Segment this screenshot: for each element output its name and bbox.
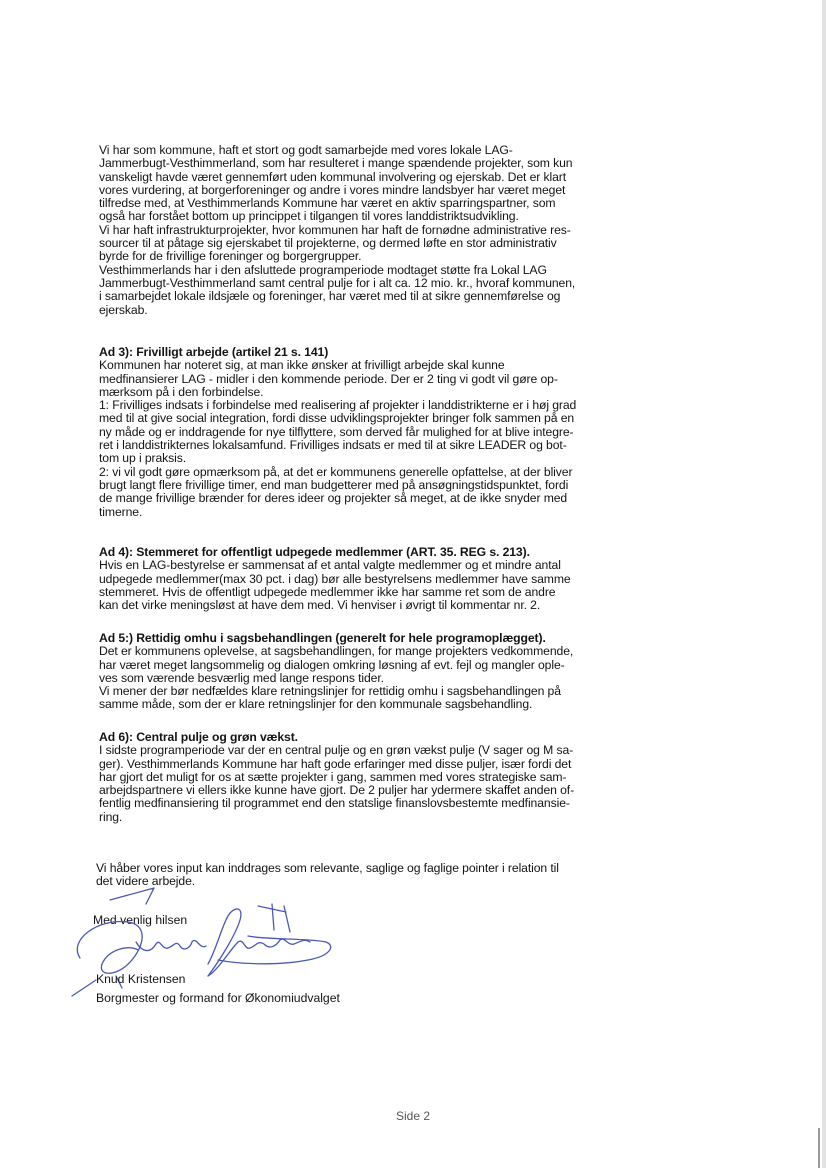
intro-line: byrde for de frivillige foreninger og borgergrupper. — [99, 249, 362, 264]
intro-line: i samarbejdet lokale ildsjæle og foreninger, har været med til at sikre gennemførelse og — [99, 289, 561, 304]
intro-line: tilfredse med, at Vesthimmerlands Kommune har været en aktiv sparringspartner, som — [99, 196, 556, 211]
section-line: har gjort det muligt for os at sætte projekter i gang, sammen med vores strategiske sam- — [99, 769, 567, 784]
greeting: Med venlig hilsen — [93, 913, 188, 927]
scan-edge-mark — [818, 1128, 820, 1168]
intro-line: Jammerbugt-Vesthimmerland, som har resulteret i mange spændende projekter, som kun — [99, 156, 573, 171]
section-line: med til at give social integration, fordi disse udviklingsprojekter bringer folk sammen på en — [99, 411, 575, 426]
section-heading: Ad 4): Stemmeret for offentligt udpegede medlemmer (ART. 35. REG s. 213). — [99, 545, 530, 559]
section-ad3 — [99, 346, 599, 519]
section-line: medfinansierer LAG - midler i den kommende periode. Der er 2 ting vi godt vil gøre op- — [99, 371, 558, 386]
intro-line: sourcer til at påtage sig ejerskabet til projekterne, og dermed løfte en stor administrativ — [99, 236, 557, 251]
section-heading: Ad 5:) Rettidig omhu i sagsbehandlingen (generelt for hele programoplægget). — [99, 631, 546, 645]
section-line: ves som værende besværlig med lange respons tider. — [99, 670, 384, 685]
section-line: Det er kommunens oplevelse, at sagsbehandlingen, for mange projekters vedkommende, — [99, 644, 574, 659]
section-ad6 — [99, 731, 599, 824]
section-line: timerne. — [99, 504, 143, 519]
scan-edge — [822, 0, 826, 1168]
intro-line: Vesthimmerlands har i den afsluttede programperiode modtaget støtte fra Lokal LAG — [99, 262, 547, 277]
closing-line: det videre arbejde. — [96, 874, 196, 889]
section-line: udpegede medlemmer(max 30 pct. i dag) bør alle bestyrelsens medlemmer have samme — [99, 571, 571, 586]
closing-line: Vi håber vores input kan inddrages som relevante, saglige og faglige pointer i relation til — [96, 861, 559, 875]
section-line: samme måde, som der er klare retningslinjer for den kommunale sagsbehandling. — [99, 697, 533, 712]
section-ad5 — [99, 632, 599, 712]
section-line: Kommunen har noteret sig, at man ikke ønsker at frivilligt arbejde skal kunne — [99, 358, 505, 373]
intro-line: vores vurdering, at borgerforeninger og andre i vores mindre landsbyer har været meget — [99, 182, 566, 197]
intro-line: Vi har haft infrastrukturprojekter, hvor kommunen har haft de fornødne administrative res- — [99, 222, 571, 237]
section-heading: Ad 3): Frivilligt arbejde (artikel 21 s. 141) — [99, 345, 329, 359]
section-line: brugt langt flere frivillige timer, end man budgetterer med på ansøgningstidspunktet, fordi — [99, 477, 569, 492]
section-line: mærksom på i den forbindelse. — [99, 384, 264, 399]
signer-title: Borgmester og formand for Økonomiudvalget — [96, 991, 340, 1005]
section-line: ret i landdistrikternes lokalsamfund. Frivilliges indsats er med til at sikre LEADER og bot- — [99, 438, 567, 453]
section-heading: Ad 6): Central pulje og grøn vækst. — [99, 730, 298, 744]
page-number: Side 2 — [395, 1109, 431, 1123]
intro-line: Jammerbugt-Vesthimmerland samt central pulje for i alt ca. 12 mio. kr., hvoraf kommunen, — [99, 275, 576, 290]
section-line: ny måde og er inddragende for nye tilflyttere, som derved får mulighed for at blive integre- — [99, 424, 574, 439]
section-line: kan det virke meningsløst at have dem med. Vi henviser i øvrigt til kommentar nr. 2. — [99, 598, 541, 613]
section-line: ger). Vesthimmerlands Kommune har haft gode erfaringer med disse puljer, især fordi det — [99, 756, 572, 771]
intro-line: ejerskab. — [99, 302, 148, 317]
intro-line: også har forstået bottom up princippet i tilgangen til vores landdistriktsudvikling. — [99, 209, 519, 224]
section-line: Hvis en LAG-bestyrelse er sammensat af et antal valgte medlemmer og et mindre antal — [99, 558, 561, 573]
section-line: arbejdspartnere vi ellers ikke kunne have gjort. De 2 puljer har ydermere skaffet anden of- — [99, 783, 575, 798]
section-line: 2: vi vil godt gøre opmærksom på, at det er kommunens generelle opfattelse, at der bliver — [99, 464, 573, 479]
section-line: de mange frivillige brænder for deres ideer og projekter så meget, at de ikke snyder med — [99, 491, 568, 506]
intro-section — [99, 144, 599, 317]
section-ad4 — [99, 546, 599, 612]
section-line: ring. — [99, 809, 123, 824]
section-line: stemmeret. Hvis de offentligt udpegede medlemmer ikke har samme ret som de andre — [99, 584, 556, 599]
intro-line: vanskeligt havde været gennemført uden kommunal involvering og ejerskab. Det er klart — [99, 169, 567, 184]
section-line: I sidste programperiode var der en central pulje og en grøn vækst pulje (V sager og M sa- — [99, 743, 574, 758]
section-line: har været meget langsommelig og dialogen omkring løsning af evt. fejl og mangler ople- — [99, 657, 565, 672]
section-line: tom up i praksis. — [99, 451, 187, 466]
signer-name: Knud Kristensen — [96, 972, 186, 986]
section-line: Vi mener der bør nedfældes klare retningslinjer for rettidig omhu i sagsbehandlingen på — [99, 684, 561, 699]
section-line: fentlig medfinansiering til programmet end den statslige finanslovsbestemte medfinansie- — [99, 796, 570, 811]
intro-line: Vi har som kommune, haft et stort og godt samarbejde med vores lokale LAG- — [99, 143, 513, 157]
section-line: 1: Frivilliges indsats i forbindelse med realisering af projekter i landdistrikterne er i høj grad — [99, 398, 577, 413]
